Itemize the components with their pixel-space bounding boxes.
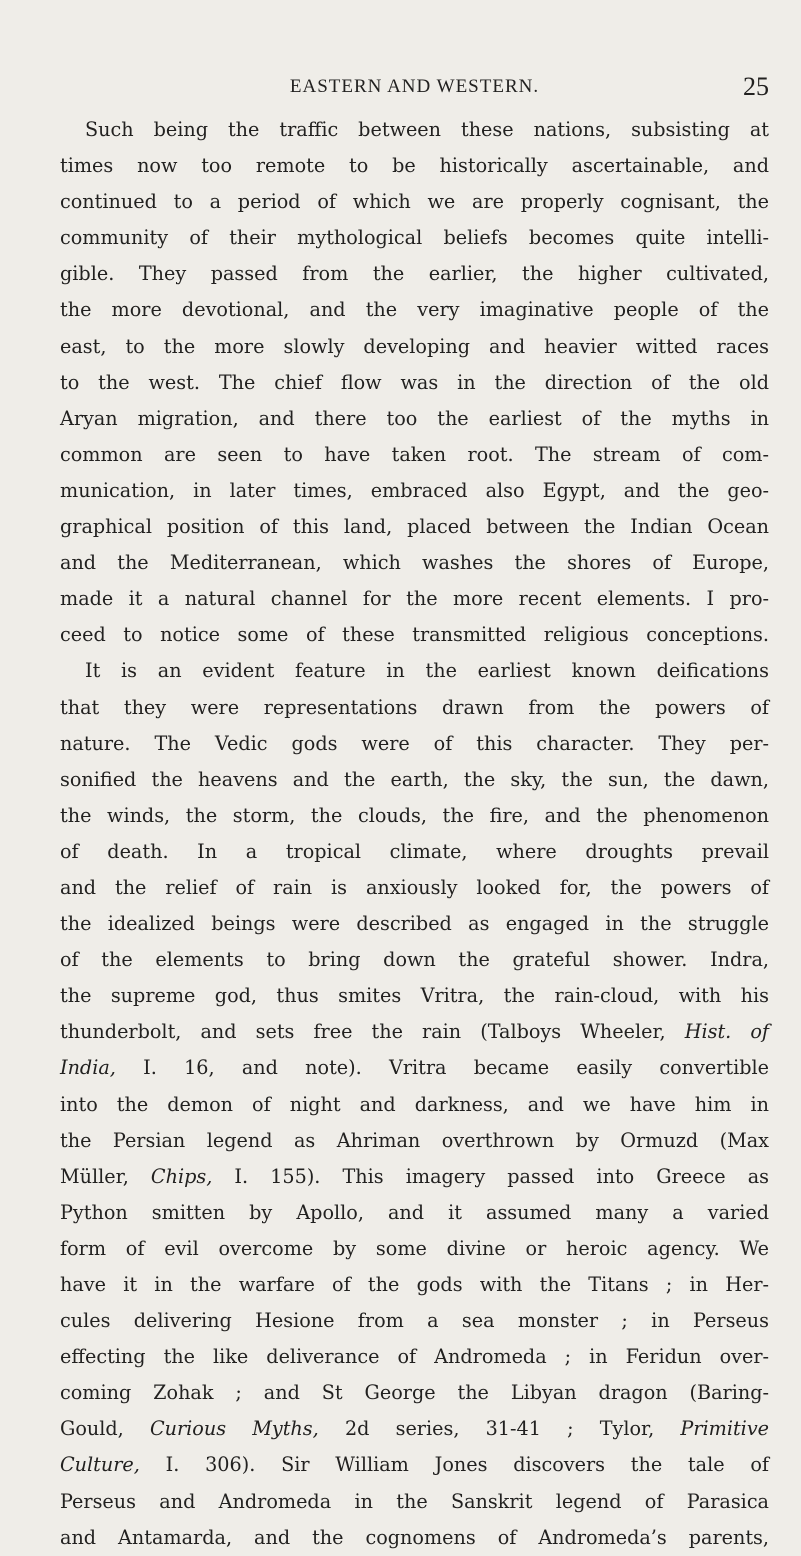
text-run: Müller, <box>60 1164 129 1188</box>
text-line: Python smitten by Apollo, and it assumed many a varied <box>60 1200 769 1224</box>
text-line: times now too remote to be historically ascertainable, and <box>60 154 769 178</box>
text-line: into the demon of night and darkness, and we have him in <box>60 1092 769 1116</box>
text-line: common are seen to have taken root. The stream of com- <box>60 442 769 466</box>
text-run: I. 306). Sir William Jones discovers the tale of <box>165 1453 770 1477</box>
text-line: of the elements to bring down the grateful shower. Indra, <box>60 948 769 972</box>
italic-title: Primitive <box>680 1417 770 1441</box>
italic-title: Chips, <box>150 1164 213 1188</box>
text-line: sonified the heavens and the earth, the sky, the sun, the dawn, <box>60 767 769 791</box>
text-line: effecting the like deliverance of Andromeda ; in Feridun over- <box>60 1345 769 1369</box>
text-line: form of evil overcome by some divine or heroic agency. We <box>60 1236 769 1260</box>
text-line <box>60 1447 769 1483</box>
text-line: community of their mythological beliefs becomes quite intelli- <box>60 226 769 250</box>
text-line: It is an evident feature in the earliest known deifications <box>85 659 769 683</box>
text-run: I. 155). This imagery passed into Greece as <box>234 1164 769 1188</box>
text-line: made it a natural channel for the more recent elements. I pro- <box>60 587 769 611</box>
text-line: of death. In a tropical climate, where droughts prevail <box>60 839 769 863</box>
text-line: have it in the warfare of the gods with the Titans ; in Her- <box>60 1273 769 1296</box>
text-line: Such being the traffic between these nations, subsisting at <box>85 118 769 141</box>
body-paragraph <box>60 112 769 1556</box>
text-line: the winds, the storm, the clouds, the fire, and the phenomenon <box>60 803 769 827</box>
text-line <box>60 1411 769 1447</box>
text-run: 2d series, 31-41 ; Tylor, <box>344 1417 655 1441</box>
text-line: and Antamarda, and the cognomens of Andromeda’s parents, <box>60 1525 769 1549</box>
italic-title: Curious Myths, <box>149 1417 319 1441</box>
text-line: continued to a period of which we are properly cognisant, the <box>60 190 769 214</box>
text-line <box>60 1050 769 1086</box>
text-line: the supreme god, thus smites Vritra, the rain-cloud, with his <box>60 984 769 1008</box>
text-line: gible. They passed from the earlier, the higher cultivated, <box>60 262 769 286</box>
text-line: east, to the more slowly developing and heavier witted races <box>60 334 769 358</box>
text-line: the Persian legend as Ahriman overthrown by Ormuzd (Max <box>60 1128 769 1152</box>
text-line: the idealized beings were described as engaged in the struggle <box>60 912 769 936</box>
text-line: cules delivering Hesione from a sea monster ; in Perseus <box>60 1309 769 1333</box>
text-line: graphical position of this land, placed between the Indian Ocean <box>60 515 769 539</box>
running-head <box>60 72 769 102</box>
italic-title: Culture, <box>60 1453 140 1477</box>
text-run: I. 16, and note). Vritra became easily convertible <box>143 1056 769 1080</box>
text-line: nature. The Vedic gods were of this character. They per- <box>60 731 769 755</box>
text-line <box>60 1159 769 1195</box>
text-run: Gould, <box>60 1417 124 1441</box>
italic-title: India, <box>60 1056 116 1080</box>
italic-title: Hist. of <box>684 1020 769 1044</box>
running-title: EASTERN AND WESTERN. <box>289 76 540 97</box>
text-line: the more devotional, and the very imaginative people of the <box>60 298 769 322</box>
text-line: coming Zohak ; and St George the Libyan dragon (Baring- <box>60 1381 769 1405</box>
text-line: Aryan migration, and there too the earliest of the myths in <box>60 406 769 430</box>
text-line: munication, in later times, embraced also Egypt, and the geo- <box>60 478 769 502</box>
text-line <box>60 1014 769 1050</box>
text-line: to the west. The chief flow was in the direction of the old <box>60 370 769 394</box>
text-line: ceed to notice some of these transmitted religious conceptions. <box>60 623 769 647</box>
text-run: thunderbolt, and sets free the rain (Talboys Wheeler, <box>60 1020 666 1044</box>
text-line: Perseus and Andromeda in the Sanskrit legend of Parasica <box>60 1489 769 1513</box>
text-line: and the relief of rain is anxiously looked for, the powers of <box>60 875 769 899</box>
text-line: that they were representations drawn from the powers of <box>60 695 769 719</box>
page-number: 25 <box>743 72 769 101</box>
text-line: and the Mediterranean, which washes the shores of Europe, <box>60 551 769 575</box>
